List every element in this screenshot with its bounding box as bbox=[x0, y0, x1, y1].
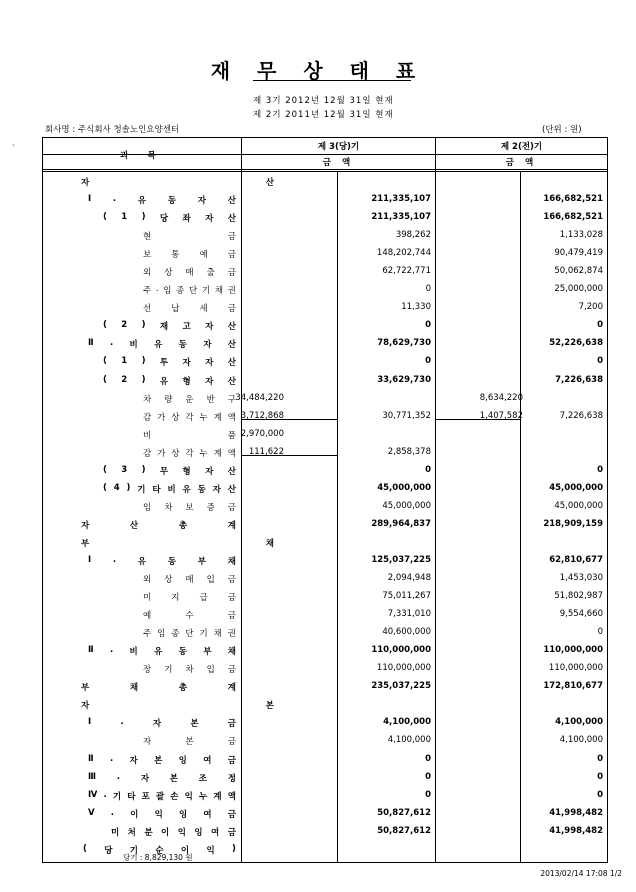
amount-cell: 50,827,612 bbox=[377, 807, 431, 818]
amount-cell: 50,062,874 bbox=[554, 266, 603, 277]
amount-cell: 62,722,771 bbox=[382, 266, 431, 277]
amount-cell: 4,100,000 bbox=[383, 717, 431, 728]
row-label: Ⅰ . 자 본 금 bbox=[88, 717, 236, 730]
table-row bbox=[43, 624, 607, 642]
header-subject: 과 목 bbox=[120, 151, 164, 161]
row-label: Ⅰ . 유 동 자 산 bbox=[88, 194, 236, 207]
amount-cell: 90,479,419 bbox=[554, 248, 603, 259]
amount-cell: 30,771,352 bbox=[382, 410, 431, 421]
amount-cell: 148,202,744 bbox=[376, 248, 431, 259]
company-name: 회사명 : 주식회사 청솔노인요양센터 bbox=[45, 125, 180, 135]
row-label: 자 본 금 bbox=[143, 737, 236, 748]
table-row bbox=[43, 516, 607, 534]
amount-cell: 2,970,000 bbox=[240, 428, 284, 439]
title-underline bbox=[253, 80, 411, 81]
amount-cell: 166,682,521 bbox=[543, 212, 603, 223]
row-label: 외 상 매 출 금 bbox=[143, 268, 236, 279]
stray-dot: · bbox=[12, 141, 15, 150]
amount-cell: 110,000,000 bbox=[371, 645, 431, 656]
amount-cell: 1,133,028 bbox=[559, 230, 603, 241]
row-label: Ⅲ . 자 본 조 정 bbox=[88, 771, 236, 784]
row-label: 차 량 운 반 구 bbox=[143, 394, 236, 405]
row-label: 장 기 차 입 금 bbox=[143, 665, 236, 676]
table-row bbox=[43, 642, 607, 660]
table-row bbox=[43, 751, 607, 769]
balance-sheet-table bbox=[42, 137, 608, 863]
period-current: 제 3기 2012년 12월 31일 현재 bbox=[253, 96, 394, 106]
amount-cell: 52,226,638 bbox=[549, 338, 603, 349]
row-label: 미 지 급 금 bbox=[143, 593, 236, 604]
amount-cell: 11,330 bbox=[401, 302, 431, 313]
row-label: 선 납 세 금 bbox=[143, 304, 236, 315]
amount-cell: 51,802,987 bbox=[554, 591, 603, 602]
amount-cell: 0 bbox=[597, 464, 603, 475]
table-row bbox=[43, 227, 607, 245]
amount-cell: 40,600,000 bbox=[382, 627, 431, 638]
amount-cell: 9,554,660 bbox=[559, 609, 603, 620]
row-label: ( 1 ) 투 자 자 산 bbox=[103, 356, 236, 369]
row-label: 부 채 총 계 bbox=[81, 683, 236, 694]
table-row bbox=[43, 317, 607, 335]
table-row bbox=[43, 588, 607, 606]
amount-cell: 110,000,000 bbox=[548, 663, 603, 674]
table-row bbox=[43, 732, 607, 750]
period-previous: 제 2기 2011년 12월 31일 현재 bbox=[253, 110, 394, 120]
amount-cell: 0 bbox=[597, 753, 603, 764]
row-label: 자 산 bbox=[81, 178, 274, 188]
row-label: ( 4 ) 기 타 비 유 동 자 산 bbox=[103, 482, 236, 495]
row-label: ( 당 기 순 이 익 ) bbox=[83, 843, 236, 856]
amount-cell: 218,909,159 bbox=[543, 518, 603, 529]
row-label: 임 차 보 증 금 bbox=[143, 502, 236, 513]
amount-cell: 172,810,677 bbox=[543, 681, 603, 692]
amount-cell: 7,331,010 bbox=[387, 609, 431, 620]
document-title: 재 무 상 태 표 bbox=[210, 59, 426, 83]
amount-cell: 0 bbox=[597, 356, 603, 367]
amount-cell: 4,100,000 bbox=[559, 735, 603, 746]
amount-cell: 0 bbox=[597, 771, 603, 782]
unit-label: (단위 : 원) bbox=[542, 125, 582, 135]
table-row bbox=[43, 209, 607, 227]
table-body bbox=[43, 173, 607, 859]
amount-cell: 3,712,868 bbox=[240, 410, 284, 421]
header-bottom-line bbox=[43, 169, 607, 170]
table-row bbox=[43, 805, 607, 823]
amount-cell: 0 bbox=[425, 356, 431, 367]
table-row bbox=[43, 408, 607, 426]
amount-cell: 41,998,482 bbox=[549, 825, 603, 836]
row-label: 비 품 bbox=[143, 430, 236, 441]
amount-cell: 0 bbox=[425, 320, 431, 331]
amount-cell: 211,335,107 bbox=[371, 194, 431, 205]
row-label: 주 임 종 단 기 채 권 bbox=[143, 629, 236, 640]
row-label: 부 채 bbox=[81, 538, 274, 549]
amount-cell: 110,000,000 bbox=[376, 663, 431, 674]
table-row bbox=[43, 570, 607, 588]
row-label: ( 3 ) 무 형 자 산 bbox=[103, 464, 236, 477]
table-row bbox=[43, 335, 607, 353]
amount-cell: 166,682,521 bbox=[543, 194, 603, 205]
row-label: 자 본 bbox=[81, 701, 274, 712]
amount-cell: 8,634,220 bbox=[479, 392, 523, 403]
row-label: 예 수 금 bbox=[143, 611, 236, 622]
table-row bbox=[43, 353, 607, 371]
table-row bbox=[43, 372, 607, 390]
table-row bbox=[43, 823, 607, 841]
row-label: 감 가 상 각 누 계 액 bbox=[143, 448, 236, 459]
table-row bbox=[43, 534, 607, 552]
amount-cell: 4,100,000 bbox=[555, 717, 603, 728]
amount-cell: 7,200 bbox=[578, 302, 603, 313]
amount-cell: 50,827,612 bbox=[377, 825, 431, 836]
amount-cell: 0 bbox=[597, 789, 603, 800]
row-label: Ⅴ . 이 익 잉 여 금 bbox=[88, 807, 236, 820]
amount-cell: 78,629,730 bbox=[377, 338, 431, 349]
amount-cell: 0 bbox=[425, 753, 431, 764]
amount-cell: 211,335,107 bbox=[371, 212, 431, 223]
amount-cell: 110,000,000 bbox=[543, 645, 603, 656]
amount-cell: 0 bbox=[425, 284, 431, 295]
header-previous-period: 제 2(전)기 bbox=[500, 142, 543, 152]
table-row bbox=[43, 769, 607, 787]
row-label: 주 . 임 종 단 기 채 권 bbox=[143, 284, 236, 297]
row-label: Ⅰ . 유 동 부 채 bbox=[88, 554, 236, 567]
row-label: Ⅳ . 기 타 포 괄 손 익 누 계 액 bbox=[88, 789, 236, 802]
row-label: 자 산 총 계 bbox=[81, 520, 236, 531]
table-row bbox=[43, 678, 607, 696]
amount-cell: 2,858,378 bbox=[387, 446, 431, 457]
amount-cell: 398,262 bbox=[395, 230, 431, 241]
amount-cell: 7,226,638 bbox=[555, 374, 603, 385]
table-row bbox=[43, 714, 607, 732]
header-bottom-double-line bbox=[43, 171, 607, 172]
row-label: Ⅱ . 비 유 동 부 채 bbox=[88, 645, 236, 658]
table-row bbox=[43, 245, 607, 263]
amount-cell: 41,998,482 bbox=[549, 807, 603, 818]
row-label: 현 금 bbox=[143, 232, 236, 243]
table-row bbox=[43, 390, 607, 408]
amount-cell: 62,810,677 bbox=[549, 554, 603, 565]
row-label: ( 2 ) 재 고 자 산 bbox=[103, 320, 236, 333]
header-amount-current: 금 액 bbox=[322, 158, 355, 168]
amount-cell: 34,484,220 bbox=[235, 392, 284, 403]
header-amount-previous: 금 액 bbox=[505, 158, 538, 168]
table-row bbox=[43, 281, 607, 299]
amount-cell: 2,094,948 bbox=[387, 573, 431, 584]
amount-cell: 0 bbox=[597, 320, 603, 331]
row-label: 감 가 상 각 누 계 액 bbox=[143, 412, 236, 423]
amount-cell: 1,407,582 bbox=[479, 410, 523, 421]
amount-cell: 0 bbox=[425, 771, 431, 782]
amount-cell: 0 bbox=[425, 789, 431, 800]
amount-cell: 75,011,267 bbox=[382, 591, 431, 602]
row-label: 외 상 매 입 금 bbox=[143, 575, 236, 586]
table-row bbox=[43, 444, 607, 462]
net-income-note: 당기 : 8,829,130 원 bbox=[123, 853, 193, 862]
amount-cell: 45,000,000 bbox=[549, 482, 603, 493]
amount-cell: 25,000,000 bbox=[554, 284, 603, 295]
table-row bbox=[43, 787, 607, 805]
amount-cell: 0 bbox=[425, 464, 431, 475]
row-label: ( 1 ) 당 좌 자 산 bbox=[103, 212, 236, 225]
table-row bbox=[43, 191, 607, 209]
table-row bbox=[43, 426, 607, 444]
amount-cell: 0 bbox=[597, 627, 603, 638]
header-current-period: 제 3(당)기 bbox=[317, 142, 360, 152]
row-label: ( 2 ) 유 형 자 산 bbox=[103, 374, 236, 387]
table-row bbox=[43, 263, 607, 281]
row-label: 미 처 분 이 익 잉 여 금 bbox=[111, 827, 236, 838]
table-row bbox=[43, 660, 607, 678]
table-row bbox=[43, 696, 607, 714]
table-row bbox=[43, 498, 607, 516]
amount-cell: 45,000,000 bbox=[382, 500, 431, 511]
amount-cell: 125,037,225 bbox=[371, 554, 431, 565]
amount-cell: 33,629,730 bbox=[377, 374, 431, 385]
table-row bbox=[43, 299, 607, 317]
amount-cell: 45,000,000 bbox=[377, 482, 431, 493]
amount-cell: 1,453,030 bbox=[559, 573, 603, 584]
table-row bbox=[43, 480, 607, 498]
amount-cell: 45,000,000 bbox=[554, 500, 603, 511]
table-row bbox=[43, 552, 607, 570]
amount-cell: 289,964,837 bbox=[371, 518, 431, 529]
amount-cell: 235,037,225 bbox=[371, 681, 431, 692]
row-label: Ⅱ . 자 본 잉 여 금 bbox=[88, 753, 236, 766]
table-row bbox=[43, 462, 607, 480]
row-label: Ⅱ . 비 유 동 자 산 bbox=[88, 338, 236, 351]
row-label: 보 통 예 금 bbox=[143, 250, 236, 261]
amount-cell: 7,226,638 bbox=[559, 410, 603, 421]
amount-cell: 4,100,000 bbox=[387, 735, 431, 746]
table-row bbox=[43, 173, 607, 191]
amount-cell: 111,622 bbox=[248, 446, 284, 457]
table-row bbox=[43, 606, 607, 624]
print-timestamp: 2013/02/14 17:08 1/2 bbox=[540, 869, 622, 878]
